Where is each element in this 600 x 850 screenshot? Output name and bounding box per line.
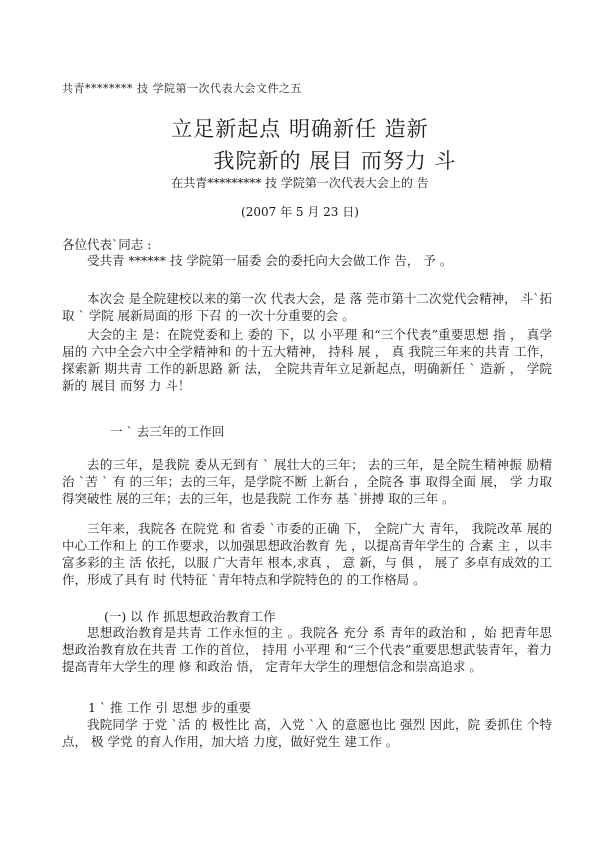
paragraph-6: 思想政治教育是共青 工作永恒的主 。我院各 充分 系 青年的政治和 ，始 把青年思想政治教育放在共青 工作的首位， 持用 小平理 和“三个代表”重要思想武装青年，着力提高青年大学生的理 修 和政治 悟， 定青年大学生的理想信念和崇高追求 。 <box>62 625 552 674</box>
salutation: 各位代表ˋ同志 : <box>62 237 152 252</box>
subtitle: 在共青********* 技 学院第一次代表大会上的 告 <box>171 176 429 190</box>
title-line-1: 立足新起点 明确新任 造新 <box>171 117 429 141</box>
paragraph-2: 本次会 是全院建校以来的第一次 代表大会，是 落 莞市第十二次党代会精神， 斗ˋ拓 取 ˋ 学院 展新局面的形 下召 的一次十分重要的会 。 <box>62 291 552 323</box>
report-date: (2007 年 5 月 23 日) <box>241 205 359 219</box>
subsection-heading-1: (一) 以 作 抓思想政治教育工作 <box>104 609 276 624</box>
running-header: 共青******** 技 学院第一次代表大会文件之五 <box>62 82 302 95</box>
item-heading-1: 1 ˋ 推 工作 引 思想 步的重要 <box>88 700 252 715</box>
paragraph-3: 大会的主 是：在院党委和上 委的 下，以 小平理 和“三个代表”重要思想 指 ， 真学 届的 六中全会六中全学精神和 的十五大精神， 持科 展 ， 真 我院三年来的共青 工作，探索新 期共青 工作的新思路 新 法， 全院共青年立足新起点，明确新任 ˋ 造新 ， 学院新的 展目 而努 力 斗！ <box>62 327 552 393</box>
paragraph-7: 我院同学 于党 ˋ活 的 极性比 高，入党 ˋ入 的意愿也比 强烈 因此，院 委抓住 个特点， 极 学党 的育人作用，加大培 力度，做好党生 建工作 。 <box>62 717 552 749</box>
section-heading-1: 一 ˋ 去三年的工作回 <box>110 424 225 439</box>
paragraph-1: 受共青 ****** 技 学院第一届委 会的委托向大会做工作 告， 予 。 <box>87 253 453 268</box>
paragraph-4: 去的三年，是我院 委从无到有 ˋ 展壮大的三年； 去的三年，是全院生精神振 励精 治 ˋ苦 ˋ 有 的三年；去的三年，是学院不断 上新台 ，全院各 事 取得全面 展， 学 力取得突破性 展的三年；去的三年，也是我院 工作夯 基 ˋ拼搏 取的三年 。 <box>62 457 552 506</box>
paragraph-5: 三年来，我院各 在院党 和 省委 ˋ市委的正确 下， 全院广大 青年， 我院改革 展的中心工作和上 的工作要求，以加强思想政治教育 先 ，以提高青年学生的 合素 主 ，以丰富多彩的主 活 依托，以服 广大青年 根本,求真 ， 意 新，与 俱 ， 展了 多卓有成效的工作，形成了具有 时 代特征 ˋ青年特点和学院特色的 的工作格局 。 <box>62 521 552 587</box>
title-line-2: 我院新的 展目 而努力 斗 <box>213 149 457 173</box>
